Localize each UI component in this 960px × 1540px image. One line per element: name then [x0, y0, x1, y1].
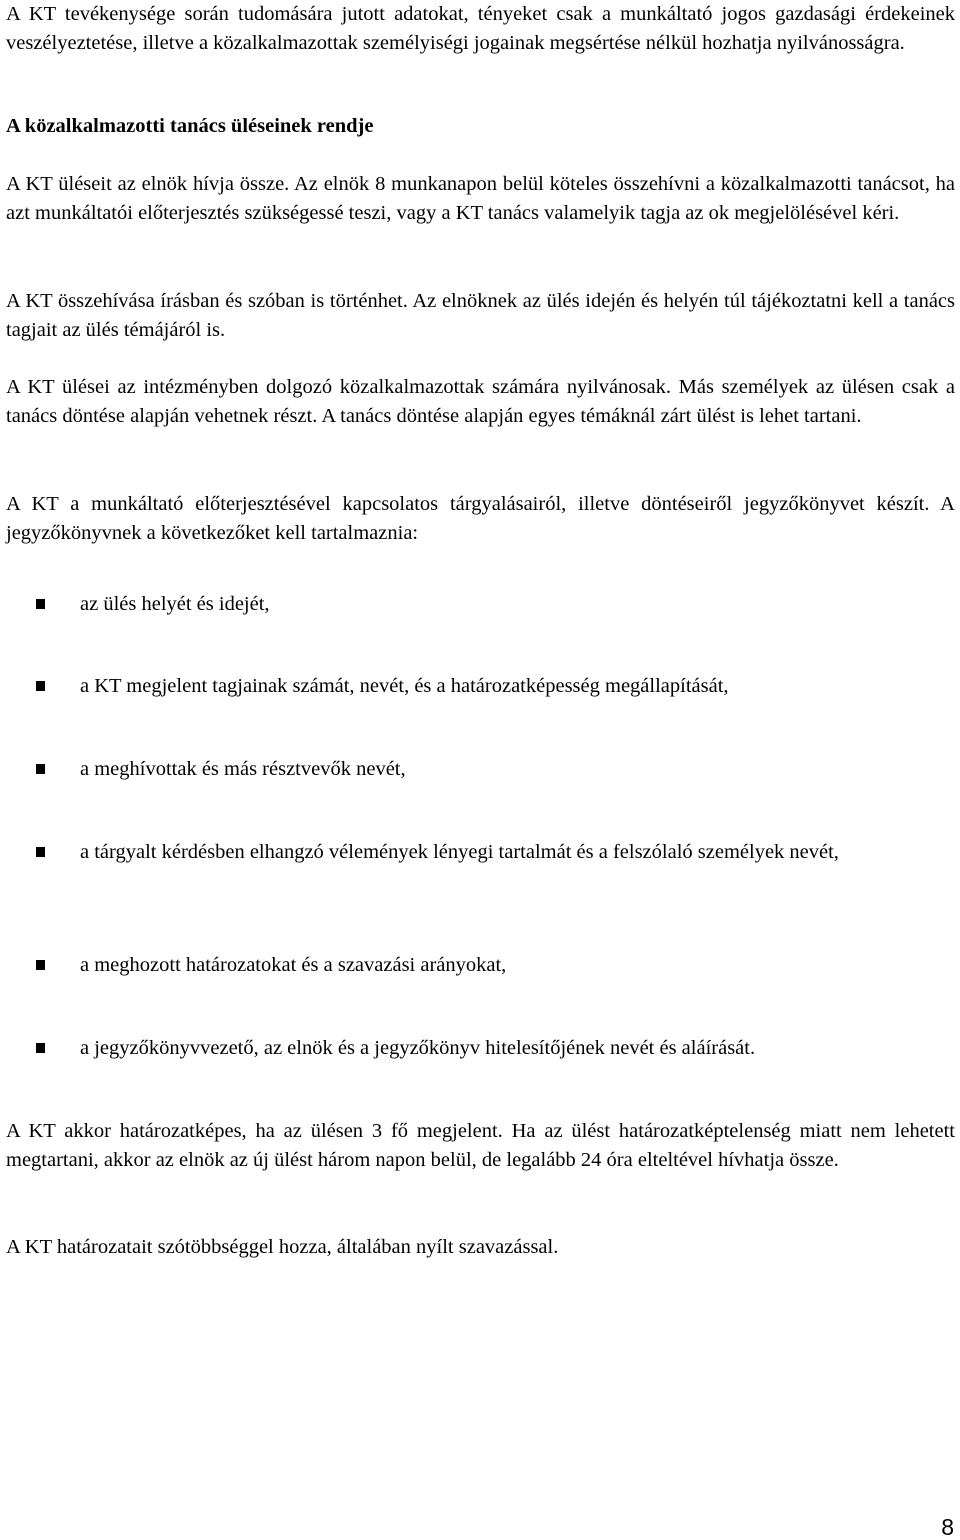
quorum-paragraph: A KT akkor határozatképes, ha az ülésen 3 fő megjelent. Ha az ülést határozatképtelenség miatt nem lehetett megtartani, akkor az elnök az új ülést három napon belül, de legalább 24 óra elteltével hívhatja össze. — [6, 1120, 955, 1171]
convening-paragraph: A KT üléseit az elnök hívja össze. Az elnök 8 munkanapon belül köteles összehívni a közalkalmazotti tanácsot, ha azt munkáltatói előterjesztés szükségessé teszi, vagy a KT tanács valamelyik tagja az ok megjelölésével kéri. — [6, 173, 955, 224]
voting-paragraph: A KT határozatait szótöbbséggel hozza, általában nyílt szavazással. — [6, 1236, 559, 1258]
list-item-text: a meghozott határozatokat és a szavazási arányokat, — [80, 954, 507, 976]
square-bullet-icon — [36, 764, 45, 774]
square-bullet-icon — [36, 960, 45, 970]
list-item — [6, 1034, 955, 1063]
list-item — [6, 672, 955, 701]
square-bullet-icon — [36, 1043, 45, 1053]
list-item — [6, 951, 955, 980]
list-item-text: a KT megjelent tagjainak számát, nevét, és a határozatképesség megállapítását, — [80, 675, 729, 697]
written-oral-paragraph: A KT összehívása írásban és szóban is történhet. Az elnöknek az ülés idején és helyén túl tájékoztatni kell a tanács tagjait az ülés témájáról is. — [6, 290, 955, 341]
page-number: 8 — [941, 1514, 954, 1540]
square-bullet-icon — [36, 847, 45, 857]
minutes-paragraph: A KT a munkáltató előterjesztésével kapcsolatos tárgyalásairól, illetve döntéseiről jegyzőkönyvet készít. A jegyzőkönyvnek a következőket kell tartalmaznia: — [6, 493, 955, 544]
list-item-text: az ülés helyét és idejét, — [80, 593, 270, 615]
list-item-text: a meghívottak és más résztvevők nevét, — [80, 758, 406, 780]
public-sessions-paragraph: A KT ülései az intézményben dolgozó közalkalmazottak számára nyilvánosak. Más személyek az ülésen csak a tanács döntése alapján vehetnek részt. A tanács döntése alapján egyes témáknál zárt ülést is lehet tartani. — [6, 376, 955, 427]
list-item — [6, 590, 955, 619]
square-bullet-icon — [36, 681, 45, 691]
section-heading: A közalkalmazotti tanács üléseinek rendje — [6, 115, 374, 137]
intro-paragraph: A KT tevékenysége során tudomására jutott adatokat, tényeket csak a munkáltató jogos gazdasági érdekeinek veszélyeztetése, illetve a közalkalmazottak személyiségi jogainak megsértése nélkül hozhatja nyilvánosságra. — [6, 3, 955, 54]
list-item — [6, 838, 955, 867]
list-item — [6, 755, 955, 784]
list-item-text: a tárgyalt kérdésben elhangzó vélemények lényegi tartalmát és a felszólaló személyek nevét, — [80, 841, 839, 863]
list-item-text: a jegyzőkönyvvezető, az elnök és a jegyzőkönyv hitelesítőjének nevét és aláírását. — [80, 1037, 756, 1059]
square-bullet-icon — [36, 599, 45, 609]
